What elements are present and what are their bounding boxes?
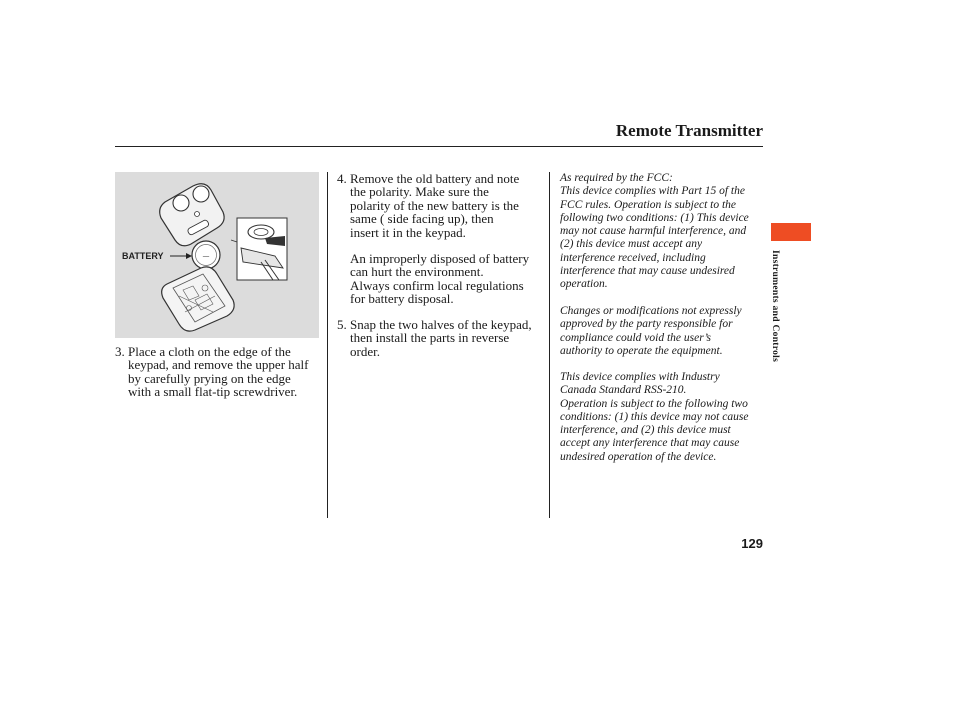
keypad-upper-half-icon <box>160 184 224 246</box>
step-4-text: Remove the old battery and note the polarity. Make sure the polarity of the new battery is the same ( side facing up), then insert it in the keypad. <box>350 171 520 240</box>
svg-text:—: — <box>202 252 210 260</box>
page-title: Remote Transmitter <box>615 121 763 140</box>
section-label: Instruments and Controls <box>770 250 780 363</box>
step-5 <box>337 318 547 360</box>
step-4-disposal-note: An improperly disposed of battery can hurt the environment. Always confirm local regulations for battery disposal. <box>350 251 530 307</box>
step-3 <box>115 345 325 401</box>
keypad-lower-half-icon <box>162 267 234 331</box>
step-4 <box>337 171 547 307</box>
column-divider-right <box>549 172 550 518</box>
fcc-modification-warning: Changes or modifications not expressly approved by the party responsible for compliance could void the user’s authority to operate the equipment. <box>560 305 742 357</box>
step-3-number: 3. <box>115 344 125 359</box>
column-divider-left <box>327 172 328 518</box>
industry-canada-statement: This device complies with Industry Canada Standard RSS-210. Operation is subject to the following two conditions: (1) this device may not cause interference, and (2) this device must accept any interference that may cause undesired operation of the device. <box>560 371 749 463</box>
title-divider <box>115 146 763 147</box>
inset-detail-icon <box>231 218 287 280</box>
battery-icon <box>192 241 220 269</box>
step-3-text: Place a cloth on the edge of the keypad, and remove the upper half by carefully prying on the edge with a small flat-tip screwdriver. <box>128 344 309 400</box>
fcc-compliance-statement: As required by the FCC: This device complies with Part 15 of the FCC rules. Operation is subject to the following two conditions: (1) This device may not cause harmful interference, and (2) this device must accept any interference received, including interference that may cause undesired operation. <box>560 172 749 291</box>
section-tab <box>771 223 811 241</box>
step-4-number: 4. <box>337 171 347 186</box>
battery-callout-label: BATTERY <box>122 251 164 261</box>
step-5-text: Snap the two halves of the keypad, then install the parts in reverse order. <box>350 317 532 359</box>
step-5-number: 5. <box>337 317 347 332</box>
battery-replacement-illustration <box>115 172 319 338</box>
page-number: 129 <box>741 536 763 551</box>
